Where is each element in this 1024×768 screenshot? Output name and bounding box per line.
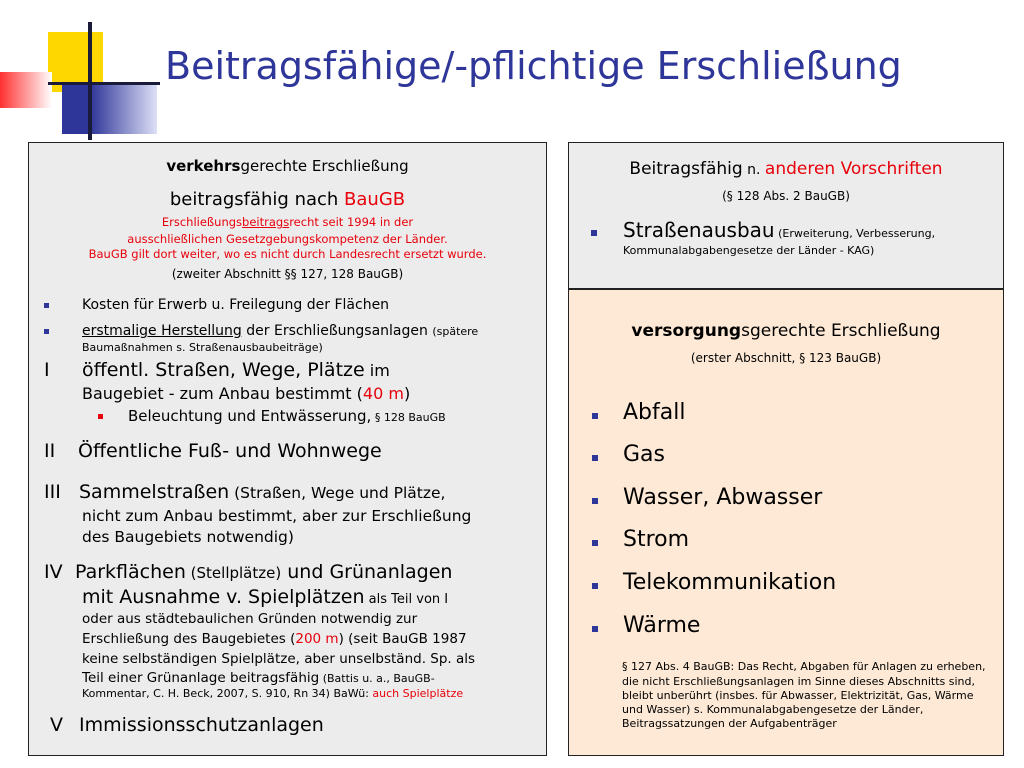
bullet-icon (592, 455, 598, 461)
left-section-ref: (zweiter Abschnitt §§ 127, 128 BauGB) (171, 267, 404, 281)
bullet-icon (592, 498, 598, 504)
logo (0, 0, 160, 140)
right-top-bullet-note: Kommunalabgabengesetze der Länder - KAG) (623, 244, 875, 257)
right-top-bullet: Straßenausbau (Erweiterung, Verbesserung, (623, 218, 936, 242)
item-1-title: öffentl. Straßen, Wege, Plätze im (82, 359, 390, 381)
right-bottom-heading: versorgungsgerechte Erschließung (631, 321, 941, 341)
right-bottom-ref: (erster Abschnitt, § 123 BauGB) (690, 351, 882, 365)
item-3-number: III (44, 481, 61, 503)
item-5-number: V (50, 714, 63, 736)
bullet-icon (592, 413, 598, 419)
bullet-icon (592, 626, 598, 632)
left-bullet-herstellung-note: Baumaßnahmen s. Straßenausbaubeiträge) (82, 341, 323, 354)
bullet-icon (592, 583, 598, 589)
right-top-ref: (§ 128 Abs. 2 BauGB) (722, 189, 850, 203)
item-1-line-2: Baugebiet - zum Anbau bestimmt (40 m) (82, 384, 411, 403)
page-title: Beitragsfähige/-pflichtige Erschließung (165, 44, 902, 88)
note-line-2: die nicht Erschließungsanlagen im Sinne dieses Abschnitts sind, (622, 675, 975, 688)
item-3-title: Sammelstraßen (Straßen, Wege und Plätze, (79, 481, 446, 503)
left-panel-verkehr (28, 142, 547, 756)
bullet-icon (592, 540, 598, 546)
supply-item-wasser: Wasser, Abwasser (623, 485, 823, 510)
item-2-text: Öffentliche Fuß- und Wohnwege (78, 440, 382, 462)
supply-item-telekom: Telekommunikation (623, 570, 837, 595)
item-4-line-2: mit Ausnahme v. Spielplätzen als Teil von I (82, 586, 449, 608)
item-4-line-5: keine selbständigen Spielplätze, aber unselbständ. Sp. als (82, 651, 476, 667)
note-line-5: Beitragssatzungen der Aufgabenträger (622, 717, 837, 730)
bullet-icon (98, 414, 103, 419)
item-4-line-3: oder aus städtebaulichen Gründen notwendig zur (82, 611, 418, 627)
item-4-number: IV (44, 561, 63, 583)
left-red-note-3: BauGB gilt dort weiter, wo es nicht durch Landesrecht ersetzt wurde. (88, 247, 487, 261)
item-1-number: I (44, 359, 50, 381)
item-4-line-7: Kommentar, C. H. Beck, 2007, S. 910, Rn 34) BaWü: auch Spielplätze (82, 687, 464, 700)
supply-item-gas: Gas (623, 442, 665, 467)
left-heading: verkehrsgerechte Erschließung (166, 157, 409, 175)
supply-item-strom: Strom (623, 527, 690, 552)
bullet-icon (44, 329, 49, 334)
item-4-line-4: Erschließung des Baugebietes (200 m) (seit BauGB 1987 (82, 631, 467, 647)
note-line-4: und Wasser) s. Kommunalabgabengesetze der Länder, (622, 703, 924, 716)
supply-item-abfall: Abfall (623, 400, 686, 425)
left-subheading: beitragsfähig nach BauGB (169, 189, 406, 210)
right-top-panel-andere (568, 142, 1004, 289)
left-bullet-kosten: Kosten für Erwerb u. Freilegung der Flächen (82, 297, 390, 313)
item-2-number: II (44, 440, 56, 462)
bullet-icon (44, 303, 49, 308)
item-4-line-6: Teil einer Grünanlage beitragsfähig (Battis u. a., BauGB- (82, 670, 435, 686)
note-line-1: § 127 Abs. 4 BauGB: Das Recht, Abgaben für Anlagen zu erheben, (622, 660, 986, 673)
item-4-title: Parkflächen (Stellplätze) und Grünanlagen (75, 561, 453, 583)
item-3-line-3: des Baugebiets notwendig) (82, 528, 294, 546)
right-bottom-panel-versorgung (568, 289, 1004, 756)
supply-item-waerme: Wärme (623, 613, 701, 638)
right-top-heading: Beitragsfähig n. anderen Vorschriften (629, 159, 943, 179)
bullet-icon (591, 230, 597, 236)
item-3-line-2: nicht zum Anbau bestimmt, aber zur Erschließung (82, 507, 472, 525)
left-red-note-2: ausschließlichen Gesetzgebungskompetenz der Länder. (127, 232, 448, 246)
item-1-sub: Beleuchtung und Entwässerung, § 128 BauGB (128, 407, 446, 425)
item-5-text: Immissionsschutzanlagen (79, 714, 324, 736)
left-red-note-1: Erschließungsbeitragsrecht seit 1994 in der (161, 215, 414, 229)
left-bullet-herstellung: erstmalige Herstellung der Erschließungsanlagen (spätere (82, 323, 479, 339)
note-line-3: bleibt unberührt (insbes. für Abwasser, Elektrizität, Gas, Wärme (622, 689, 974, 702)
